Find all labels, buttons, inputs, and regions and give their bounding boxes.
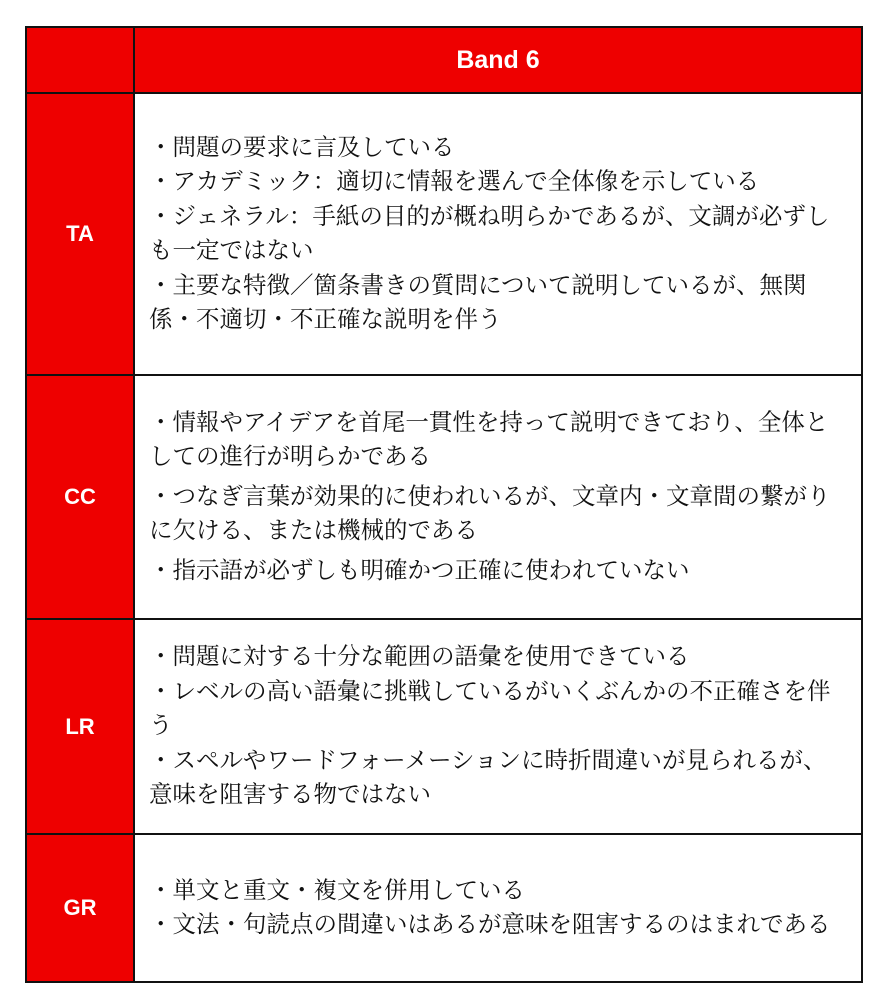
- descriptor-item: ・問題の要求に言及している: [149, 132, 455, 161]
- table-row: [26, 619, 862, 834]
- descriptor-item: ・文法・句読点の間違いはあるが意味を阻害するのはまれである: [149, 910, 831, 938]
- criterion-label: GR: [26, 834, 134, 982]
- criterion-descriptor: [134, 93, 862, 375]
- criterion-descriptor: [134, 619, 862, 834]
- descriptor-item: ・ジェネラル：手紙の目的が概ね明らかであるが、文調が必ずしも一定ではない: [149, 201, 830, 264]
- descriptor-item: ・情報やアイデアを首尾一貫性を持って説明できており、全体としての進行が明らかである: [149, 407, 829, 471]
- band-descriptor-table: [25, 26, 863, 983]
- descriptor-item: ・レベルの高い語彙に挑戦しているがいくぶんかの不正確さを伴う: [149, 676, 831, 740]
- table-row: [26, 93, 862, 375]
- criterion-descriptor: [134, 375, 862, 619]
- descriptor-item: ・アカデミック：適切に情報を選んで全体像を示している: [149, 167, 760, 195]
- header-row: [26, 27, 862, 93]
- descriptor-item: ・主要な特徴／箇条書きの質問について説明しているが、無関係・不適切・不正確な説明を伴う: [149, 270, 807, 333]
- criterion-label: CC: [26, 375, 134, 619]
- descriptor-item: ・問題に対する十分な範囲の語彙を使用できている: [149, 642, 690, 671]
- table-row: [26, 375, 862, 619]
- criterion-descriptor: [134, 834, 862, 982]
- descriptor-item: ・指示語が必ずしも明確かつ正確に使われていない: [149, 555, 690, 584]
- descriptor-item: ・スペルやワードフォーメーションに時折間違いが見られるが、意味を阻害する物ではない: [149, 745, 827, 809]
- header-corner-cell: [26, 27, 134, 93]
- criterion-label: TA: [26, 93, 134, 375]
- table-row: [26, 834, 862, 982]
- descriptor-item: ・単文と重文・複文を併用している: [149, 875, 525, 904]
- band-title: Band 6: [134, 27, 862, 93]
- descriptor-item: ・つなぎ言葉が効果的に使われいるが、文章内・文章間の繋がりに欠ける、または機械的である: [149, 481, 831, 545]
- criterion-label: LR: [26, 619, 134, 834]
